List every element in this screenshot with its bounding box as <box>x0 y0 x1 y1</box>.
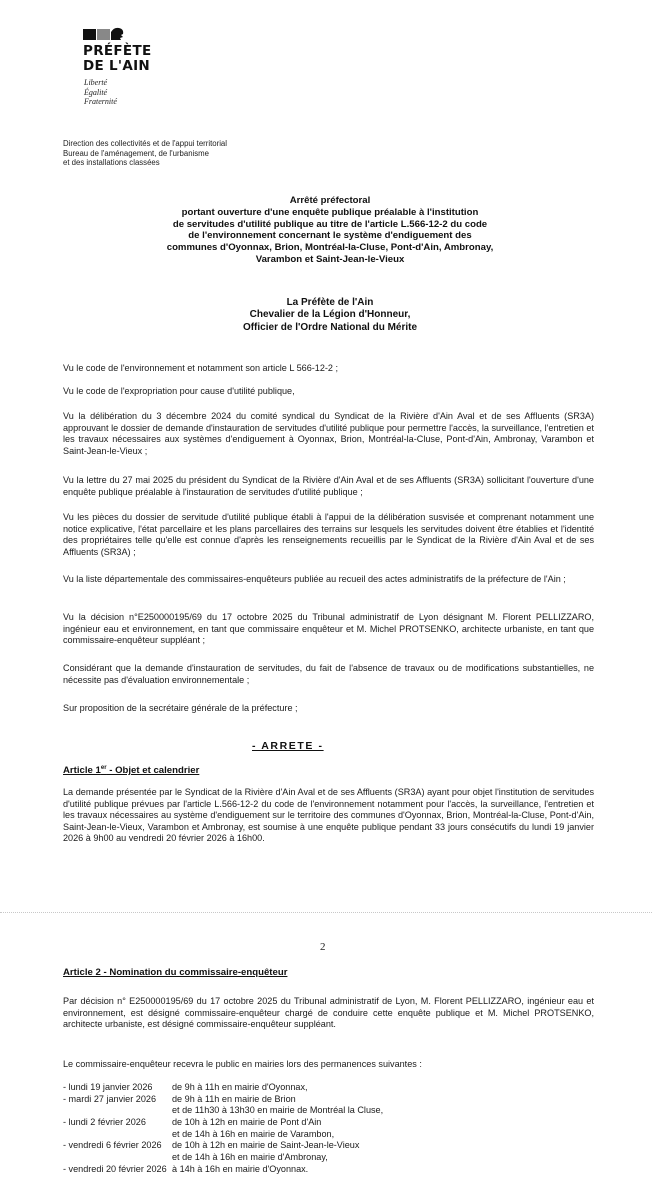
schedule-slot: à 14h à 16h en mairie d'Oyonnax. <box>172 1163 309 1174</box>
title-line: Arrêté préfectoral <box>289 195 371 206</box>
schedule-date: - vendredi 6 février 2026 <box>63 1140 162 1151</box>
prefete-honor: Chevalier de la Légion d'Honneur, <box>249 309 411 321</box>
visa-paragraph: Vu les pièces du dossier de servitude d'utilité publique établi à l'appui de la délibération susvisée et comprenant notamment une notice explicative, l'état parcellaire et les plans parcellaires des terrains sur lesquels les servitudes doivent être établies et l'identité des propriétaires telle qu'elle est connue d'après les renseignements recueillis par le Syndicat de la Rivière d'Ain Aval et de ses Affluents (SR3A) ; <box>63 512 594 557</box>
schedule-row <box>63 1129 603 1141</box>
schedule-row <box>63 1094 603 1106</box>
article-2-text: Par décision n° E250000195/69 du 17 octobre 2025 du Tribunal administratif de Lyon, M. Florent PELLIZZARO, ingénieur eau et environnement, est désigné commissaire-enquêteur chargé de conduire cette enquête publique et M. Michel PROTSENKO, architecte urbaniste, est désigné commissaire-enquêteur suppléant. <box>63 996 594 1030</box>
marianne-logo-icon <box>83 26 125 42</box>
schedule-date: - mardi 27 janvier 2026 <box>63 1093 157 1104</box>
arrete-heading: - ARRETE - <box>252 740 324 752</box>
schedule-row <box>63 1152 603 1164</box>
schedule-row <box>63 1140 603 1152</box>
title-line: de servitudes d'utilité publique au titre de l'article L.566-12-2 du code <box>172 218 488 230</box>
article-2-intro: Le commissaire-enquêteur recevra le public en mairies lors des permanences suivantes : <box>63 1059 422 1069</box>
article-1-title <box>63 765 199 776</box>
visa-paragraph: Vu la délibération du 3 décembre 2024 du comité syndical du Syndicat de la Rivière d'Ain Aval et de ses Affluents (SR3A) approuvant le dossier de demande d'instauration de servitudes d'utilité publique pour permettre l'accès, la surveillance, l'entretien et les travaux nécessaires aux systèmes d'endiguement à Oyonnax, Brion, Montréal-la-Cluse, Pont-d'Ain, Ambronay, Varambon et Saint-Jean-le-Vieux ; <box>63 411 594 456</box>
visa-paragraph: Vu la lettre du 27 mai 2025 du président du Syndicat de la Rivière d'Ain Aval et de ses Affluents (SR3A) sollicitant l'ouverture d'une enquête publique préalable à l'instauration de servitudes d'utilité publique ; <box>63 475 594 497</box>
schedule-slot: et de 11h30 à 13h30 en mairie de Montréal la Cluse, <box>172 1105 384 1116</box>
schedule-row <box>63 1117 603 1129</box>
article-1-ordinal: er <box>100 765 107 771</box>
title-line: Varambon et Saint-Jean-le-Vieux <box>255 253 405 265</box>
title-line: de l'environnement concernant le système d'endiguement des <box>188 230 472 242</box>
motto-egalite: Égalité <box>84 87 108 97</box>
article-2-title: Article 2 - Nomination du commissaire-enquêteur <box>63 967 288 978</box>
schedule-date: - lundi 19 janvier 2026 <box>63 1082 153 1092</box>
schedule-slot: et de 14h à 16h en mairie d'Ambronay, <box>172 1152 328 1163</box>
issuing-service <box>63 139 227 168</box>
page-number: 2 <box>320 941 326 953</box>
motto-fraternite: Fraternité <box>84 97 117 106</box>
article-1-heading: - Objet et calendrier <box>106 765 200 777</box>
visa-paragraph: Vu le code de l'environnement et notamment son article L 566-12-2 ; <box>63 363 339 373</box>
schedule-slot: de 9h à 11h en mairie d'Oyonnax, <box>172 1082 308 1092</box>
title-line: portant ouverture d'une enquête publique préalable à l'institution <box>181 206 479 218</box>
title-line: communes d'Oyonnax, Brion, Montréal-la-Cluse, Pont-d'Ain, Ambronay, <box>166 242 494 254</box>
bureau-line: Bureau de l'aménagement, de l'urbanisme <box>63 148 210 158</box>
proposition-paragraph: Sur proposition de la secrétaire générale de la préfecture ; <box>63 703 298 713</box>
schedule-slot: de 10h à 12h en mairie de Pont d'Ain <box>172 1117 322 1128</box>
article-1-text: La demande présentée par le Syndicat de la Rivière d'Ain Aval et de ses Affluents (SR3A) ayant pour objet l'institution de servitudes d'utilité publique prévues par l'article L.566-12-2 du code de l'environnement notamment pour l'accès, la surveillance, l'entretien et les travaux nécessaires au système d'endiguement sur le territoire des communes d'Oyonnax, Brion, Montréal-la-Cluse, Pont-d'Ain, Saint-Jean-le-Vieux, Varambon et Ambronay, est soumise à une enquête publique pendant 33 jours consécutifs du lundi 19 janvier 2026 à 9h00 au vendredi 20 février 2026 à 16h00. <box>63 787 594 844</box>
logo-title-line-1: PRÉFÈTE <box>83 43 152 59</box>
considerant-paragraph: Considérant que la demande d'instauration de servitudes, du fait de l'absence de travaux ou de modifications substantielles, ne nécessite pas d'évaluation environnementale ; <box>63 663 594 685</box>
article-1-number: Article 1 <box>63 765 101 777</box>
schedule-row <box>63 1082 603 1094</box>
prefecture-logo-title <box>83 44 152 74</box>
prefete-honor: Officier de l'Ordre National du Mérite <box>242 321 418 333</box>
logo-title-line-2: DE L'AIN <box>83 58 151 74</box>
schedule-row <box>63 1164 603 1176</box>
bureau-line-continued: et des installations classées <box>63 158 160 168</box>
visa-paragraph: Vu le code de l'expropriation pour cause d'utilité publique, <box>63 386 295 396</box>
arrete-title <box>100 195 560 266</box>
direction-line: Direction des collectivités et de l'appui territorial <box>63 139 227 148</box>
schedule-slot: et de 14h à 16h en mairie de Varambon, <box>172 1128 335 1139</box>
prefete-signatory-block <box>100 297 560 334</box>
permanence-schedule <box>63 1082 603 1176</box>
schedule-date: - lundi 2 février 2026 <box>63 1117 146 1128</box>
prefete-title: La Préfète de l'Ain <box>286 297 374 308</box>
schedule-slot: de 9h à 11h en mairie de Brion <box>172 1093 296 1104</box>
republic-motto <box>84 78 117 107</box>
visa-paragraph: Vu la décision n°E250000195/69 du 17 octobre 2025 du Tribunal administratif de Lyon désignant M. Florent PELLIZZARO, ingénieur eau et environnement, en tant que commissaire enquêteur et M. Michel PROTSENKO, architecte urbaniste, en tant que commissaire-enquêteur suppléant ; <box>63 612 594 646</box>
page-separator <box>0 912 652 913</box>
motto-liberte: Liberté <box>84 78 108 87</box>
schedule-row <box>63 1105 603 1117</box>
schedule-date: - vendredi 20 février 2026 <box>63 1163 167 1174</box>
schedule-slot: de 10h à 12h en mairie de Saint-Jean-le-Vieux <box>172 1140 360 1151</box>
visa-paragraph: Vu la liste départementale des commissaires-enquêteurs publiée au recueil des actes administratifs de la préfecture de l'Ain ; <box>63 574 566 584</box>
